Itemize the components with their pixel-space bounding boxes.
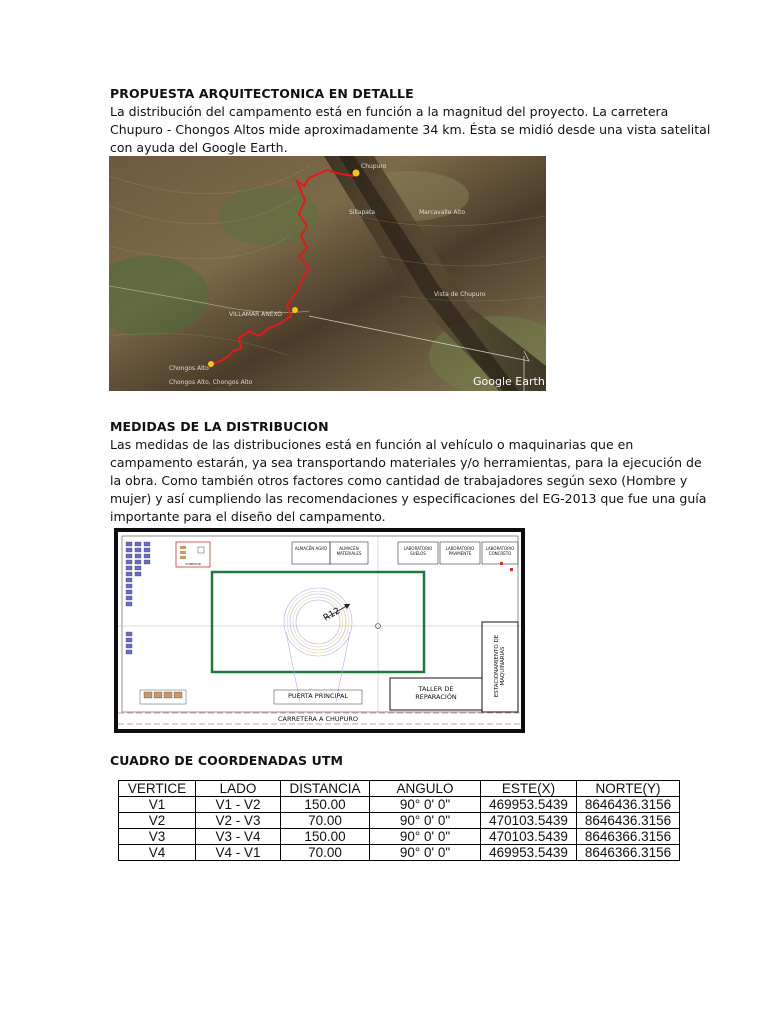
lab-suelos-label: LABORATORIO SUELOS xyxy=(403,546,433,556)
paragraph-line: Las medidas de las distribuciones está en función al vehículo o maquinarias que en xyxy=(110,437,634,452)
table-row xyxy=(119,797,680,813)
section-title-propuesta: PROPUESTA ARQUITECTONICA EN DETALLE xyxy=(110,86,414,101)
section-title-medidas: MEDIDAS DE LA DISTRIBUCION xyxy=(110,419,329,434)
paragraph-line: La distribución del campamento está en función a la magnitud del proyecto. La carretera xyxy=(110,104,669,119)
cell-distancia: 150.00 xyxy=(281,829,370,845)
svg-text:Marcavalle Alto: Marcavalle Alto xyxy=(419,209,466,216)
svg-text:Sillapata: Sillapata xyxy=(349,209,376,216)
cell-distancia: 70.00 xyxy=(281,813,370,829)
lab-pavimento-label: LABORATORIO PAVIMENTE xyxy=(445,546,475,556)
cell-este: 470103.5439 xyxy=(481,813,577,829)
paragraph-medidas xyxy=(110,436,707,526)
cell-norte: 8646366.3156 xyxy=(577,845,680,861)
cell-este: 470103.5439 xyxy=(481,829,577,845)
table-row xyxy=(119,829,680,845)
road-label: CARRETERA A CHUPURO xyxy=(278,715,358,723)
header-este: ESTE(X) xyxy=(481,781,577,797)
svg-text:Vista de Chupuro: Vista de Chupuro xyxy=(434,291,486,298)
cell-distancia: 70.00 xyxy=(281,845,370,861)
satellite-route-image xyxy=(109,156,546,391)
cell-angulo: 90° 0' 0" xyxy=(370,813,481,829)
header-lado: LADO xyxy=(196,781,281,797)
table-row xyxy=(119,813,680,829)
cell-lado: V4 - V1 xyxy=(196,845,281,861)
paragraph-line: Chupuro - Chongos Altos mide aproximadamente 34 km. Ésta se midió desde una vista satelital xyxy=(110,122,711,137)
cell-vertice: V2 xyxy=(119,813,196,829)
paragraph-line: con ayuda del Google Earth. xyxy=(110,140,288,155)
cell-norte: 8646436.3156 xyxy=(577,797,680,813)
svg-text:Chongos Alto, Chongos Alto: Chongos Alto, Chongos Alto xyxy=(169,379,253,386)
cell-vertice: V3 xyxy=(119,829,196,845)
section-title-utm: CUADRO DE COORDENADAS UTM xyxy=(110,753,343,768)
header-vertice: VERTICE xyxy=(119,781,196,797)
utm-coordinates-table xyxy=(118,780,680,861)
cell-este: 469953.5439 xyxy=(481,797,577,813)
comedor-label: COMEDOR xyxy=(185,562,201,566)
cell-angulo: 90° 0' 0" xyxy=(370,829,481,845)
cell-distancia: 150.00 xyxy=(281,797,370,813)
camp-layout-plan xyxy=(114,528,525,733)
header-distancia: DISTANCIA xyxy=(281,781,370,797)
cell-vertice: V1 xyxy=(119,797,196,813)
main-gate-label: PUERTA PRINCIPAL xyxy=(287,692,349,700)
table-header-row xyxy=(119,781,680,797)
header-angulo: ANGULO xyxy=(370,781,481,797)
svg-text:VILLAMAR ANEXO: VILLAMAR ANEXO xyxy=(229,311,282,318)
cell-este: 469953.5439 xyxy=(481,845,577,861)
table-row xyxy=(119,845,680,861)
lab-concreto-label: LABORATORIO CONCRETO xyxy=(485,546,515,556)
header-norte: NORTE(Y) xyxy=(577,781,680,797)
paragraph-line: la obra. Como también otros factores como cantidad de trabajadores según sexo (Hombre y xyxy=(110,473,688,488)
svg-text:Chupuro: Chupuro xyxy=(361,163,387,170)
cell-angulo: 90° 0' 0" xyxy=(370,797,481,813)
svg-text:Chongos Alto: Chongos Alto xyxy=(169,365,209,372)
cell-vertice: V4 xyxy=(119,845,196,861)
cell-norte: 8646436.3156 xyxy=(577,813,680,829)
cell-angulo: 90° 0' 0" xyxy=(370,845,481,861)
paragraph-line: importante para el diseño del campamento. xyxy=(110,509,386,524)
cell-lado: V3 - V4 xyxy=(196,829,281,845)
parking-label: ESTACIONAMIENTO DE MAQUINARIAS xyxy=(494,634,506,698)
almacen-materiales-label: ALMACÉN MATERIALES xyxy=(336,546,362,556)
workshop-label: TALLER DE REPARACIÓN xyxy=(415,685,457,701)
paragraph-line: campamento estarán, ya sea transportando materiales y/o herramientas, para la ejecución de xyxy=(110,455,702,470)
almacen-agro-label: ALMACÉN AGRO xyxy=(294,546,328,551)
paragraph-propuesta xyxy=(110,103,711,157)
google-earth-watermark: Google Earth xyxy=(473,375,545,388)
paragraph-line: mujer) y así cumpliendo las recomendaciones y especificaciones del EG-2013 que fue una guía xyxy=(110,491,707,506)
cell-lado: V1 - V2 xyxy=(196,797,281,813)
cell-norte: 8646366.3156 xyxy=(577,829,680,845)
radius-label: R12 xyxy=(321,606,343,624)
cell-lado: V2 - V3 xyxy=(196,813,281,829)
